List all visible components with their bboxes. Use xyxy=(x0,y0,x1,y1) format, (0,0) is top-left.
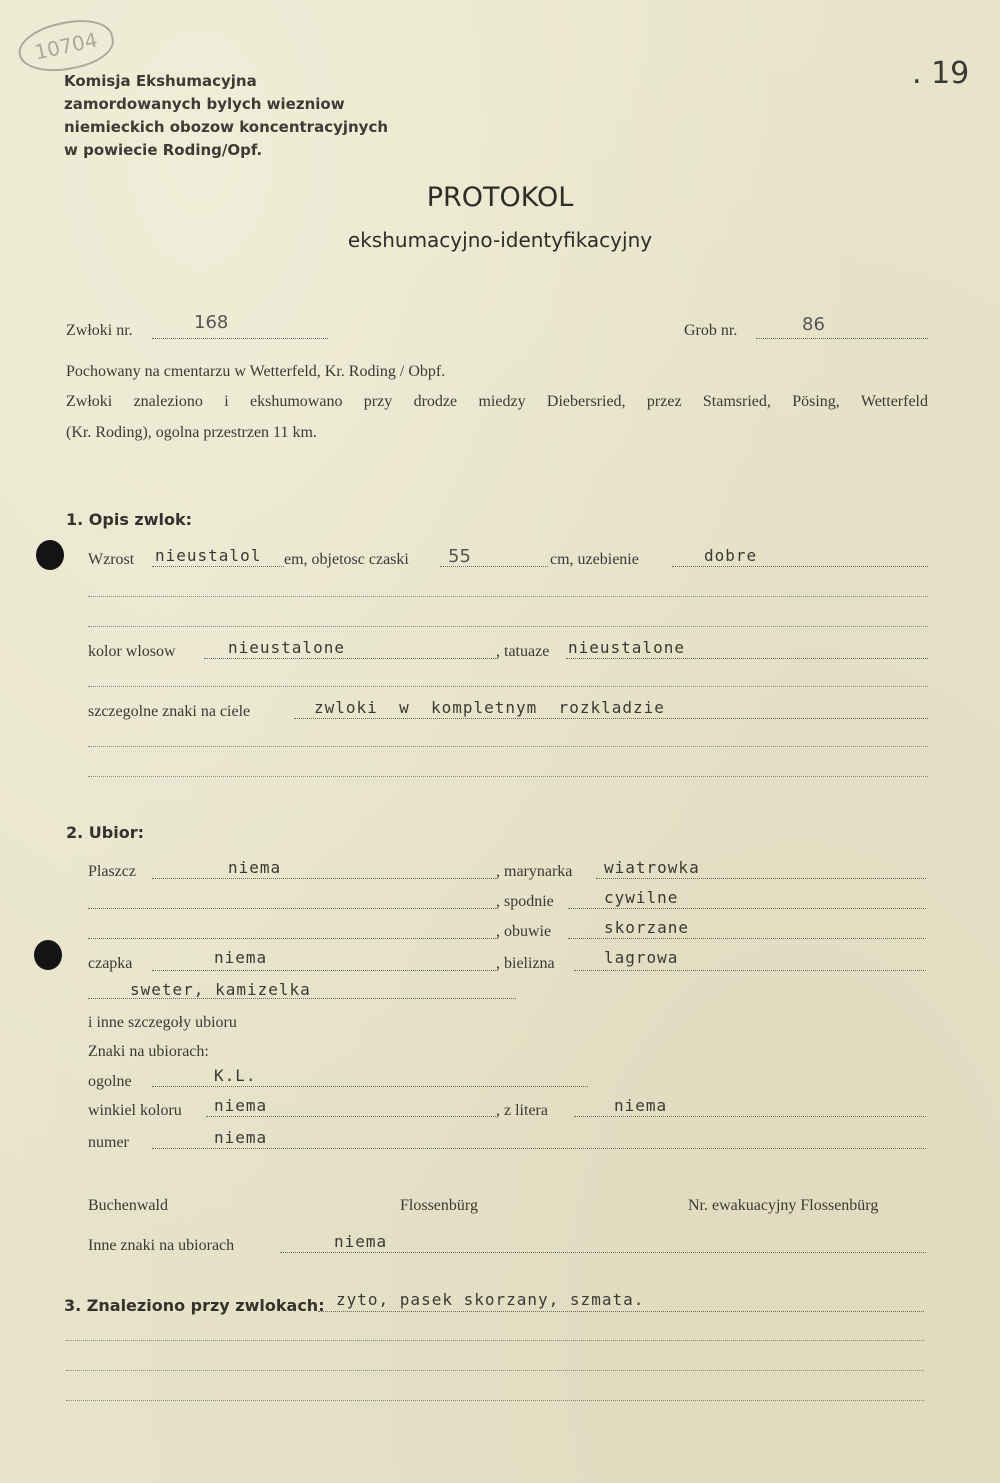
blank-line xyxy=(88,776,928,777)
grob-line xyxy=(756,338,928,339)
tatuaze-line xyxy=(566,658,928,659)
page-title: PROTOKOL xyxy=(426,182,574,213)
spodnie-value: cywilne xyxy=(604,888,679,907)
winkiel-value: niema xyxy=(214,1096,268,1115)
ewakuacyjny-label: Nr. ewakuacyjny Flossenbürg xyxy=(688,1197,879,1214)
ogolne-value: K.L. xyxy=(214,1066,257,1085)
inne-znaki-label: Inne znaki na ubiorach xyxy=(88,1237,235,1254)
uzebienie-line xyxy=(672,566,928,567)
inne-znaki-value: niema xyxy=(334,1232,388,1251)
litera-value: niema xyxy=(614,1096,668,1115)
section3-title: 3. Znaleziono przy zwlokach: xyxy=(64,1296,325,1315)
page-number: . 19 xyxy=(912,56,970,91)
stamp-number: 10704 xyxy=(32,27,100,65)
znaki-value: zwloki w kompletnym rozkladzie xyxy=(314,698,665,717)
spodnie-line xyxy=(568,908,926,909)
obuwie-line xyxy=(568,938,926,939)
blank-line xyxy=(88,596,928,597)
header-line-4: w powiecie Roding/Opf. xyxy=(64,141,263,159)
bielizna-value: lagrowa xyxy=(604,948,679,967)
litera-line xyxy=(574,1116,926,1117)
wlosy-value: nieustalone xyxy=(228,638,345,657)
znaki-label: szczegolne znaki na ciele xyxy=(88,703,251,720)
wzrost-line xyxy=(152,566,284,567)
buchenwald-label: Buchenwald xyxy=(88,1197,168,1214)
blank-line xyxy=(66,1370,924,1371)
marynarka-line xyxy=(596,878,926,879)
blank-line xyxy=(88,938,498,939)
intro-line-3: (Kr. Roding), ogolna przestrzen 11 km. xyxy=(66,424,317,441)
numer-label: numer xyxy=(88,1134,129,1151)
tatuaze-value: nieustalone xyxy=(568,638,685,657)
blank-line xyxy=(88,746,928,747)
ogolne-line xyxy=(152,1086,588,1087)
inne-znaki-line xyxy=(280,1252,926,1253)
zwloki-line xyxy=(152,338,328,339)
bielizna-label: , bielizna xyxy=(496,955,555,972)
winkiel-line xyxy=(206,1116,498,1117)
inne-ubior-value: sweter, kamizelka xyxy=(130,980,311,999)
section3-line xyxy=(318,1311,924,1312)
section2-title: 2. Ubior: xyxy=(66,823,144,842)
blank-line xyxy=(88,626,928,627)
czaska-label: em, objetosc czaski xyxy=(284,551,409,568)
plaszcz-value: niema xyxy=(228,858,282,877)
zwloki-value: 168 xyxy=(194,312,229,333)
litera-label: , z litera xyxy=(496,1102,548,1119)
czaska-value: 55 xyxy=(448,546,471,567)
blank-line xyxy=(66,1400,924,1401)
blank-line xyxy=(88,686,928,687)
spodnie-label: , spodnie xyxy=(496,893,554,910)
plaszcz-label: Plaszcz xyxy=(88,863,136,880)
inne-ubior-label: i inne szczegoły ubioru xyxy=(88,1014,237,1031)
uzebienie-label: cm, uzebienie xyxy=(550,551,639,568)
blank-line xyxy=(88,908,498,909)
bielizna-line xyxy=(574,970,926,971)
czapka-line xyxy=(152,970,498,971)
header-line-3: niemieckich obozow koncentracyjnych xyxy=(64,118,389,136)
grob-label: Grob nr. xyxy=(684,322,738,339)
obuwie-value: skorzane xyxy=(604,918,690,937)
znaki-ubiorach-label: Znaki na ubiorach: xyxy=(88,1043,209,1060)
flossenburg-label: Flossenbürg xyxy=(400,1197,478,1214)
numer-value: niema xyxy=(214,1128,268,1147)
tatuaze-label: , tatuaze xyxy=(496,643,550,660)
winkiel-label: winkiel koloru xyxy=(88,1102,182,1119)
intro-line-1: Pochowany na cmentarzu w Wetterfeld, Kr. Roding / Obpf. xyxy=(66,363,446,380)
czapka-value: niema xyxy=(214,948,268,967)
zwloki-label: Zwłoki nr. xyxy=(66,322,133,339)
header-line-2: zamordowanych bylych wiezniow xyxy=(64,95,345,113)
intro-line-2: Zwłoki znaleziono i ekshumowano przy drodze miedzy Diebersried, przez Stamsried, Pösing, Wetterfeld xyxy=(66,393,928,410)
uzebienie-value: dobre xyxy=(704,546,758,565)
punch-hole xyxy=(34,940,62,970)
marynarka-label: , marynarka xyxy=(496,863,573,880)
punch-hole xyxy=(36,540,64,570)
marynarka-value: wiatrowka xyxy=(604,858,700,877)
numer-line xyxy=(152,1148,926,1149)
page-subtitle: ekshumacyjno-identyfikacyjny xyxy=(347,228,653,252)
ogolne-label: ogolne xyxy=(88,1073,132,1090)
wlosy-line xyxy=(204,658,498,659)
section3-value: zyto, pasek skorzany, szmata. xyxy=(336,1290,645,1309)
znaki-line xyxy=(294,718,928,719)
section1-title: 1. Opis zwlok: xyxy=(66,510,193,529)
wzrost-label: Wzrost xyxy=(88,551,135,568)
grob-value: 86 xyxy=(802,314,825,335)
blank-line xyxy=(66,1340,924,1341)
header-line-1: Komisja Ekshumacyjna xyxy=(64,72,257,90)
wzrost-value: nieustalol xyxy=(155,546,262,565)
plaszcz-line xyxy=(152,878,498,879)
wlosy-label: kolor wlosow xyxy=(88,643,176,660)
obuwie-label: , obuwie xyxy=(496,923,552,940)
czapka-label: czapka xyxy=(88,955,133,972)
